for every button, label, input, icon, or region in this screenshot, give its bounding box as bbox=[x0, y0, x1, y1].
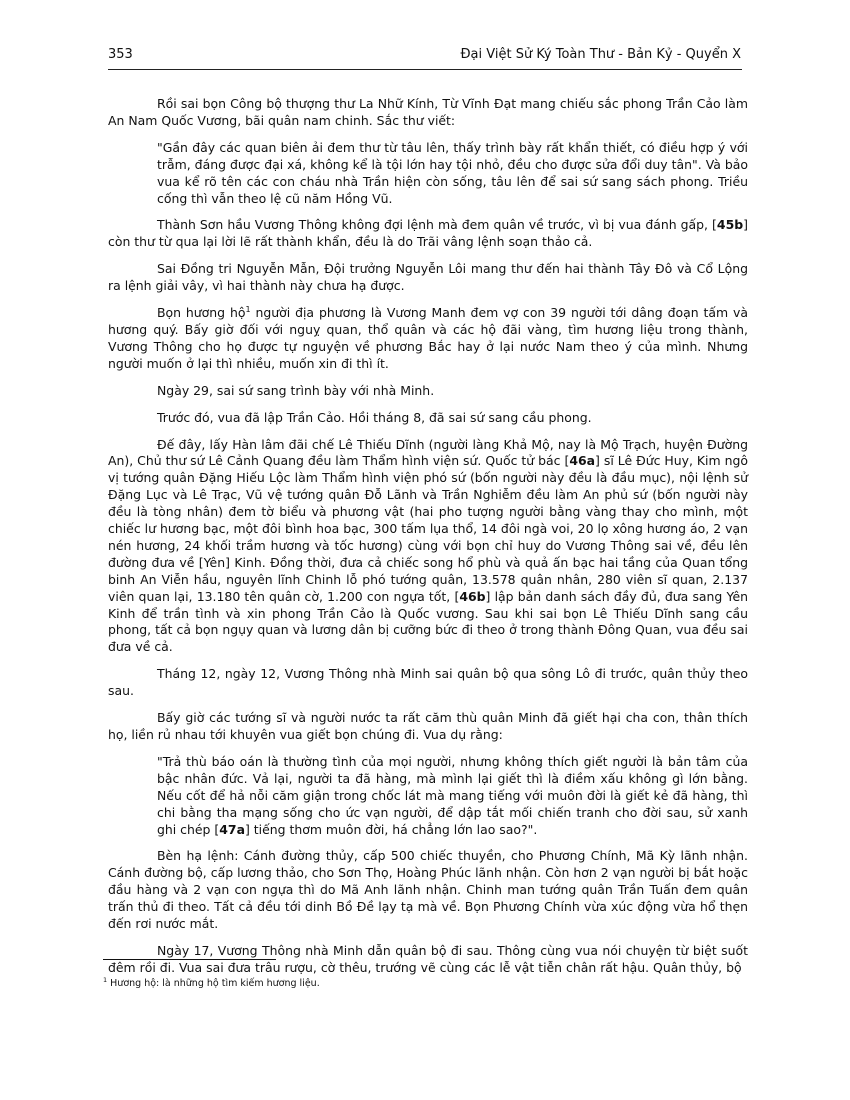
footnote-divider bbox=[103, 959, 276, 960]
quoted-paragraph: "Trả thù báo oán là thường tình của mọi người, nhưng không thích giết người là bản tâm của bậc nhân đức. Vả lại, người ta đã hàng, mà mình lại giết thì là điềm xấu không gì lớn bằng. Nếu cốt để hả nỗi căm giận trong chốc lát mà mang tiếng với muôn đời là giết kẻ đã hàng, thì chi bằng tha mạng sống cho ức vạn người, để dập tắt mối chiến tranh cho đời sau, sử xanh ghi chép [47a] tiếng thơm muôn đời, há chẳng lớn lao sao?". bbox=[157, 753, 748, 837]
paragraph: Ngày 29, sai sứ sang trình bày với nhà Minh. bbox=[157, 382, 435, 398]
paragraph: Sai Đồng tri Nguyễn Mẫn, Đội trưởng Nguyễn Lôi mang thư đến hai thành Tây Đô và Cổ Lộng ra lệnh giải vây, vì hai thành này chưa hạ được. bbox=[108, 261, 748, 294]
folio-marker: 46a bbox=[569, 453, 596, 469]
paragraph: Bọn hương hộ$^1$ người địa phương là Vương Manh đem vợ con 39 người tới dâng đoạn tấm và hương quý. Bấy giờ đối với nguỵ quan, thổ quân và các hộ đãi vàng, tìm hương liệu trong thành, Vương Thông cho họ được tự nguyện về phương Bắc hay ở lại nước Nam theo ý của mình. Nhưng người muốn ở lại thì nhiều, muốn xin đi thì ít. bbox=[108, 304, 748, 371]
main-text bbox=[108, 96, 748, 987]
header-divider bbox=[108, 69, 742, 70]
folio-marker: 46b bbox=[459, 588, 486, 604]
paragraph: Rồi sai bọn Công bộ thượng thư La Nhữ Kính, Từ Vĩnh Đạt mang chiếu sắc phong Trần Cảo làm An Nam Quốc Vương, bãi quân nam chinh. Sắc thư viết: bbox=[108, 96, 748, 128]
footnote-marker: 1 bbox=[103, 975, 108, 984]
running-title: Đại Việt Sử Ký Toàn Thư - Bản Kỷ - Quyển X bbox=[460, 47, 741, 62]
footnote-text: Hương hộ: là những hộ tìm kiếm hương liệu. bbox=[107, 978, 320, 989]
paragraph: Tháng 12, ngày 12, Vương Thông nhà Minh sai quân bộ qua sông Lô đi trước, quân thủy theo sau. bbox=[108, 666, 748, 699]
paragraph: Thành Sơn hầu Vương Thông không đợi lệnh mà đem quân về trước, vì bị vua đánh gấp, [45b] còn thư từ qua lại lời lẽ rất thành khẩn, đều là do Trãi vâng lệnh soạn thảo cả. bbox=[108, 217, 748, 250]
paragraph: Đế đây, lấy Hàn lâm đãi chế Lê Thiếu Dĩnh (người làng Khả Mộ, nay là Mộ Trạch, huyện Đường An), Chủ thư sứ Lê Cảnh Quang đều làm Thẩm hình viện sứ. Quốc tử bác [46a] sĩ Lê Đức Huy, Kim ngô vị tướng quân Đặng Hiếu Lộc làm Thẩm hình viện phó sứ (bốn người này đều là đầu mục), nội lệnh sử Đặng Lục và Lê Trạc, Vũ vệ tướng quân Đỗ Lãnh và Trần Nghiễm đều làm An phủ sứ (bốn người này đều là tòng nhân) đem tờ biểu và phương vật (hai pho tượng người bằng vàng thay cho mình, một chiếc lư hương bạc, một đôi bình hoa bạc, 300 tấm lụa thổ, 14 đôi ngà voi, 20 lọ xông hương áo, 2 vạn nén hương, 24 khối trầm hương và tốc hương) cùng với bọn chỉ huy do Vương Thông sai về, đều lên đường đưa về [Yên] Kinh. Đồng thời, đưa cả chiếc song hổ phù và quả ấn bạc hai tầng của Quan tổng binh An Viễn hầu, nguyên lĩnh Chinh lỗ phó tướng quân, 13.578 quân nhân, 280 viên sĩ quan, 2.137 viên quan lại, 13.180 tên quân cờ, 1.200 con ngựa tốt, [46b] lập bản danh sách đầy đủ, đưa sang Yên Kinh để trần tình và xin phong Trần Cảo là Quốc vương. Sau khi sai bọn Lê Thiếu Dĩnh sang cầu phong, tất cả bọn ngụy quan và lương dân bị cưỡng bức đi theo ở trong thành Đông Quan, vua đều sai đưa về cả. bbox=[108, 436, 749, 655]
page-number: 353 bbox=[108, 47, 133, 62]
folio-marker: 47a bbox=[219, 821, 245, 837]
footnote-ref[interactable]: 1 bbox=[245, 304, 251, 314]
quoted-paragraph: "Gần đây các quan biên ải đem thư từ tâu lên, thấy trình bày rất khẩn thiết, có điều hợp ý với trẫm, đáng được đại xá, không kể là tội lớn hay tội nhỏ, đều cho được sửa đổi duy tân". Và bảo vua kể rõ tên các con cháu nhà Trần hiện còn sống, tâu lên để sai sứ sang sách phong. Triều cống thì vẫn theo lệ cũ năm Hồng Vũ. bbox=[157, 139, 748, 206]
paragraph: Ngày 17, Vương Thông nhà Minh dẫn quân bộ đi sau. Thông cùng vua nói chuyện từ biệt suốt đêm rồi đi. Vua sai đưa trâu rượu, cờ thêu, trướng vẽ cùng các lễ vật tiễn chân rất hậu. Quân thủy, bộ bbox=[108, 942, 748, 975]
paragraph: Bèn hạ lệnh: Cánh đường thủy, cấp 500 chiếc thuyền, cho Phương Chính, Mã Kỳ lãnh nhận. Cánh đường bộ, cấp lương thảo, cho Sơn Thọ, Hoàng Phúc lãnh nhận. Còn hơn 2 vạn người bị bắt hoặc đầu hàng và 2 vạn con ngựa thì do Mã Anh lãnh nhận. Chinh man tướng quân Trần Tuấn đem quân trấn thủ đi theo. Tất cả đều tới dinh Bồ Đề lạy tạ mà về. Bọn Phương Chính vừa xúc động vừa hổ thẹn đến rơi nước mắt. bbox=[108, 848, 748, 932]
footnote bbox=[103, 975, 320, 989]
page-header bbox=[108, 47, 741, 69]
folio-marker: 45b bbox=[716, 217, 744, 233]
paragraph: Bấy giờ các tướng sĩ và người nước ta rất căm thù quân Minh đã giết hại cha con, thân thích họ, liền rủ nhau tới khuyên vua giết bọn chúng đi. Vua dụ rằng: bbox=[108, 710, 748, 742]
paragraph: Trước đó, vua đã lập Trần Cảo. Hồi tháng 8, đã sai sứ sang cầu phong. bbox=[157, 409, 592, 425]
